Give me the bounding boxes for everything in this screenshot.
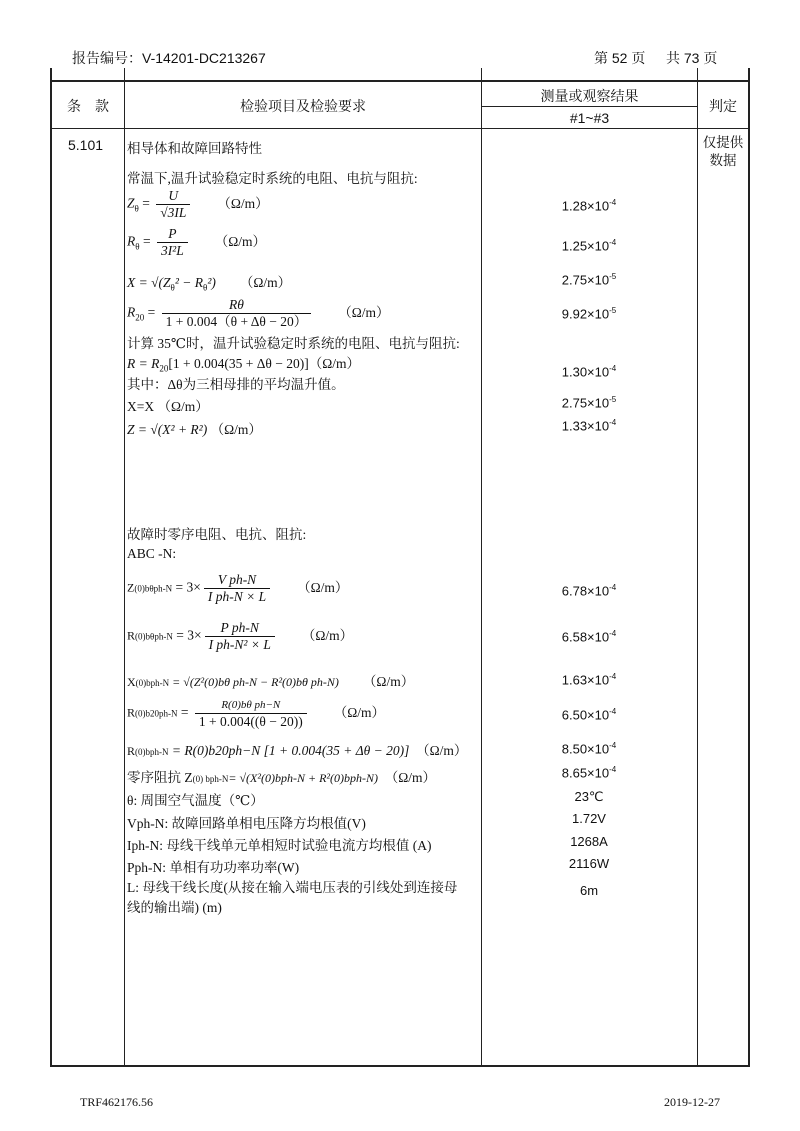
value-r0: $6.58\times 10^{-4}$ bbox=[561, 629, 617, 645]
value-z0: $6.78\times 10^{-4}$ bbox=[561, 583, 617, 599]
theta-value: 23℃ bbox=[574, 789, 604, 804]
formula-z0-b: 零序阻抗 Z(0) bph-N= √(X²(0)bph-N + R²(0)bph-N) （Ω/m） bbox=[127, 770, 437, 785]
value-r-theta: $1.25\times 10^{-4}$ bbox=[561, 238, 617, 254]
value-r35: $1.30\times 10^{-4}$ bbox=[561, 364, 617, 380]
footer-date: 2019-12-27 bbox=[664, 1095, 720, 1109]
header-clause: 条 款 bbox=[67, 98, 109, 114]
header-verdict: 判定 bbox=[709, 98, 737, 114]
value-xx: $2.75\times 10^{-5}$ bbox=[561, 395, 617, 411]
formula-x0: X(0)bph-N = √(Z²(0)bθ ph-N − R²(0)bθ ph-N) （Ω/m） bbox=[127, 674, 415, 689]
vph-value: 1.72V bbox=[572, 811, 606, 826]
length-value: 6m bbox=[579, 883, 599, 898]
formula-r-theta: $R_\theta$ = $\frac{P}{\text{3I²L}}$ （Ω/m） bbox=[127, 226, 267, 258]
formula-r0-b: R(0)bph-N = R(0)b20ph−N [1 + 0.004(35 + Δθ − 20)] （Ω/m） bbox=[127, 743, 468, 758]
theta-label: θ: 周围空气温度（℃） bbox=[127, 793, 264, 808]
vph-label: Vph-N: 故障回路单相电压降方均根值(V) bbox=[127, 816, 366, 831]
clause-number: 5.101 bbox=[68, 137, 104, 153]
verdict-line-2: 数据 bbox=[709, 153, 737, 168]
formula-r0: R(0)bθph-N = 3× $\frac{\text{P ph-N}}{\text{I ph-N² × L}}$ （Ω/m） bbox=[127, 620, 354, 652]
value-x: $2.75\times 10^{-5}$ bbox=[561, 272, 617, 288]
note-delta-theta: 其中：Δθ为三相母排的平均温升值。 bbox=[127, 377, 345, 392]
value-z-theta: $1.28\times 10^{-4}$ bbox=[561, 198, 617, 214]
pph-value: 2116W bbox=[568, 856, 610, 871]
form-number: TRF462176.56 bbox=[80, 1095, 154, 1109]
formula-r20: $R_{20}$ = $\frac{R\theta}{1 + 0.004(\theta + \Delta\theta - 20)}$ （Ω/m） bbox=[127, 297, 390, 329]
iph-value: 1268A bbox=[570, 834, 608, 849]
formula-z0: Z(0)bθph-N = 3× $\frac{\text{V ph-N}}{\text{I ph-N × L}}$ （Ω/m） bbox=[127, 572, 349, 604]
section2-intro: 故障时零序电阻、电抗、阻抗: bbox=[127, 527, 307, 542]
section-title: 相导体和故障回路特性 bbox=[127, 141, 262, 156]
value-r0-20: $6.50\times 10^{-4}$ bbox=[561, 707, 617, 723]
formula-r35: $R = R_{20}[1 + 0.004(35 + \Delta\theta - 20)](\Omega/m)$ bbox=[127, 356, 361, 374]
abc-n-label: ABC -N: bbox=[127, 546, 177, 561]
calc-35-intro: 计算 35℃时，温升试验稳定时系统的电阻、电抗与阻抗: bbox=[127, 336, 460, 351]
formula-r0-20: R(0)b20ph-N = $\frac{\text{R(0)bθ ph−N}}{1 + 0.004((\theta - 20))}$ （Ω/m） bbox=[127, 699, 385, 729]
length-label-1: L: 母线干线长度(从接在输入端电压表的引线处到连接母 bbox=[127, 880, 458, 895]
iph-label: Iph-N: 母线干线单元单相短时试验电流方均根值 (A) bbox=[127, 838, 432, 853]
section1-intro: 常温下,温升试验稳定时系统的电阻、电抗与阻抗: bbox=[127, 171, 418, 186]
verdict-line-1: 仅提供 bbox=[702, 135, 744, 150]
formula-xx: X=X （Ω/m） bbox=[127, 399, 209, 414]
value-r20: $9.92\times 10^{-5}$ bbox=[561, 306, 617, 322]
value-x0: $1.63\times 10^{-4}$ bbox=[561, 672, 617, 688]
header-item: 检验项目及检验要求 bbox=[240, 98, 366, 114]
page-number: 第 52 页 bbox=[594, 50, 646, 66]
report-number: 报告编号：V-14201-DC213267 bbox=[72, 50, 266, 66]
length-label-2: 线的输出端) (m) bbox=[127, 900, 222, 915]
value-zz: $1.33\times 10^{-4}$ bbox=[561, 418, 617, 434]
formula-z-theta: $Z_\theta$ = $\frac{U}{√3IL}$ （Ω/m） bbox=[127, 188, 269, 220]
formula-zz: Z = √(X² + R²) （Ω/m） bbox=[127, 422, 262, 437]
formula-x: $X = √(Z_\theta^2 - R_\theta^2)$ （Ω/m） bbox=[127, 275, 292, 293]
value-r0-b: $8.50\times 10^{-4}$ bbox=[561, 741, 617, 757]
page-total: 共 73 页 bbox=[666, 50, 718, 66]
pph-label: Pph-N: 单相有功功率功率(W) bbox=[127, 860, 300, 875]
value-z0-b: $8.65\times 10^{-4}$ bbox=[561, 765, 617, 781]
header-sample: #1~#3 bbox=[569, 110, 610, 126]
header-result: 测量或观察结果 bbox=[540, 88, 639, 104]
